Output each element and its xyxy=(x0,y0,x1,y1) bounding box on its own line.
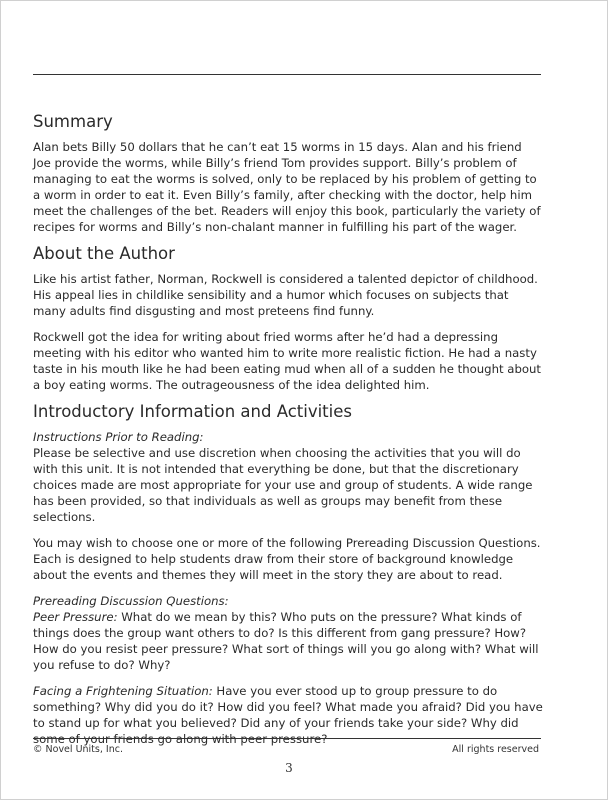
page-content xyxy=(33,111,543,747)
bottom-rule xyxy=(33,738,541,739)
author-paragraph-1: Like his artist father, Norman, Rockwell is considered a talented depictor of childhood. His appeal lies in childlike sensibility and a humor which focuses on subjects that many adults find disgusting and most preteens find funny. xyxy=(33,272,538,318)
page-number: 3 xyxy=(285,761,293,775)
questions-label: Prereading Discussion Questions: xyxy=(33,594,229,608)
peer-pressure-question xyxy=(33,609,543,673)
peer-pressure-text: What do we mean by this? Who puts on the pressure? What kinds of things does the group want others to do? Is this different from gang pressure? How? How do you resist peer pressure? What sort of things will you go along with? What will you refuse to do? Why? xyxy=(33,610,539,672)
prereading-intro: You may wish to choose one or more of the following Prereading Discussion Questions. Each is designed to help students draw from their store of background knowledge about the events and themes they will meet in the story they are about to read. xyxy=(33,536,541,582)
intro-heading: Introductory Information and Activities xyxy=(33,402,352,421)
instructions-text: Please be selective and use discretion when choosing the activities that you will do with this unit. It is not intended that everything be done, but that the discretionary choices made are most appropriate for your use and group of students. A wide range has been provided, so that individuals as well as groups may benefit from these selections. xyxy=(33,446,533,524)
summary-text: Alan bets Billy 50 dollars that he can’t eat 15 worms in 15 days. Alan and his friend Joe provide the worms, while Billy’s friend Tom provides support. Billy’s problem of managing to eat the worms is solved, only to be replaced by his problem of getting to a worm in order to eat it. Even Billy’s family, after checking with the doctor, help him meet the challenges of the bet. Readers will enjoy this book, particularly the variety of recipes for worms and Billy’s non-chalant manner in fulfilling his part of the wager. xyxy=(33,140,541,234)
rights-notice: All rights reserved xyxy=(452,744,539,755)
author-paragraph-2: Rockwell got the idea for writing about fried worms after he’d had a depressing meeting with his editor who wanted him to write more realistic fiction. He had a nasty taste in his mouth like he had been eating mud when all of a sudden he thought about a boy eating worms. The outrageousness of the idea delighted him. xyxy=(33,330,542,392)
publisher-notice: © Novel Units, Inc. xyxy=(33,744,123,755)
top-rule xyxy=(33,74,541,75)
author-heading: About the Author xyxy=(33,244,175,263)
frightening-situation-label: Facing a Frightening Situation: xyxy=(33,684,213,698)
instructions-label: Instructions Prior to Reading: xyxy=(33,430,204,444)
peer-pressure-label: Peer Pressure: xyxy=(33,610,118,624)
summary-heading: Summary xyxy=(33,112,113,131)
frightening-situation-text: Have you ever stood up to group pressure to do something? Why did you do it? How did you feel? What made you afraid? Did you have to stand up for what you believed? Did any of your friends take your side? Why did some of your friends go along with peer pressure? xyxy=(33,684,543,746)
